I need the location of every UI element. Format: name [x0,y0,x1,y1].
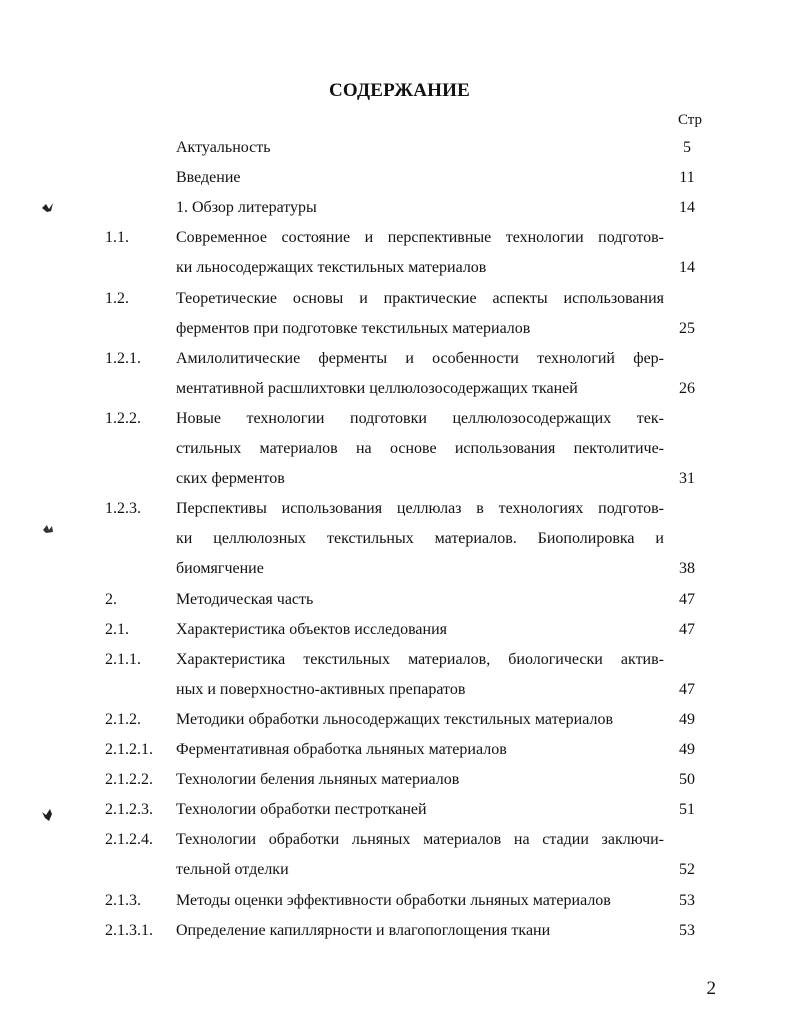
toc-entry-number: 2.1.3. [105,891,141,909]
toc-entry-title-line: Характеристика текстильных материалов, биологически актив- [176,650,664,668]
toc-entry-title-line: Амилолитические ферменты и особенности технологий фер- [176,349,664,367]
toc-entry-number: 2.1.2.1. [105,741,153,758]
toc-entry-title-line: биомягчение [176,560,264,578]
toc-entry-title-line: ки льносодержащих текстильных материалов [176,259,487,277]
toc-entry-number: 1.1. [105,229,129,247]
toc-entry-page: 50 [679,771,695,789]
toc-entry-page: 31 [679,470,695,488]
scan-speck-mark [40,520,56,536]
page-title: СОДЕРЖАНИЕ [329,80,470,101]
toc-entry-page: 25 [679,319,695,337]
toc-entry-title-line: Ферментативная обработка льняных материалов [176,741,507,758]
toc-entry-title-line: Технологии обработки пестротканей [176,801,427,819]
toc-entry-page: 51 [679,801,695,819]
toc-entry-page: 47 [679,620,695,638]
toc-entry-number: 1.2.1. [105,349,141,367]
toc-entry-number: 1.2. [105,289,129,307]
toc-entry-number: 2.1.2. [105,710,141,728]
toc-entry-title-line: ных и поверхностно-активных препаратов [176,680,466,698]
toc-entry-number: 1.2.2. [105,409,141,427]
toc-entry-title-line: Технологии беления льняных материалов [176,771,460,789]
toc-entry-number: 2.1.1. [105,650,141,668]
toc-entry-number: 2.1.2.4. [105,831,153,849]
page-number: 2 [706,978,716,999]
scan-speck-mark [40,806,56,824]
toc-entry-title-line: Методическая часть [176,590,314,608]
toc-entry-title-line: стильных материалов на основе использования пектолитиче- [176,439,664,457]
toc-entry-title-line: ментативной расшлихтовки целлюлозосодержащих тканей [176,379,578,397]
toc-entry-number: 2.1.2.2. [105,771,153,789]
toc-entry-page: 38 [679,560,695,578]
scan-speck-mark [40,200,56,216]
toc-entry-title-line: ки целлюлозных текстильных материалов. Биополировка и [176,530,664,548]
toc-entry-title-line: Определение капиллярности и влагопоглощения ткани [176,921,551,939]
toc-entry-page: 53 [679,921,695,939]
toc-entry-page: 52 [679,861,695,879]
toc-entry-page: 5 [683,139,691,156]
toc-entry-title-line: тельной отделки [176,861,289,879]
toc-entry-title-line: ских ферментов [176,470,285,488]
toc-entry-title-line: Методики обработки льносодержащих текстильных материалов [176,710,613,728]
toc-entry-title-line: 1. Обзор литературы [176,199,317,217]
toc-entry-title-line: Современное состояние и перспективные технологии подготов- [176,229,664,247]
toc-entry-page: 49 [679,710,695,728]
toc-entry-title-line: ферментов при подготовке текстильных материалов [176,319,531,337]
toc-entry-page: 49 [679,741,695,758]
toc-entry-page: 14 [679,199,695,217]
toc-entry-title-line: Актуальность [176,139,271,156]
toc-entry-page: 47 [679,590,695,608]
toc-entry-number: 1.2.3. [105,500,141,518]
toc-entry-number: 2.1.3.1. [105,921,153,939]
toc-entry-title-line: Введение [176,169,241,187]
toc-entry-number: 2. [105,590,117,608]
toc-entry-page: 26 [679,379,695,397]
toc-entry-number: 2.1.2.3. [105,801,153,819]
toc-entry-number: 2.1. [105,620,129,638]
toc-entry-page: 11 [679,169,695,187]
toc-entry-title-line: Теоретические основы и практические аспекты использования [176,289,664,307]
toc-entry-title-line: Технологии обработки льняных материалов на стадии заключи- [176,831,664,849]
toc-entry-title-line: Характеристика объектов исследования [176,620,447,638]
toc-entry-page: 53 [679,891,695,909]
page-column-header: Стр [677,112,702,128]
toc-entry-title-line: Новые технологии подготовки целлюлозосодержащих тек- [176,409,664,427]
toc-entry-title-line: Методы оценки эффективности обработки льняных материалов [176,891,611,909]
toc-entry-title-line: Перспективы использования целлюлаз в технологиях подготов- [176,500,664,518]
toc-entry-page: 14 [679,259,695,277]
toc-entry-page: 47 [679,680,695,698]
